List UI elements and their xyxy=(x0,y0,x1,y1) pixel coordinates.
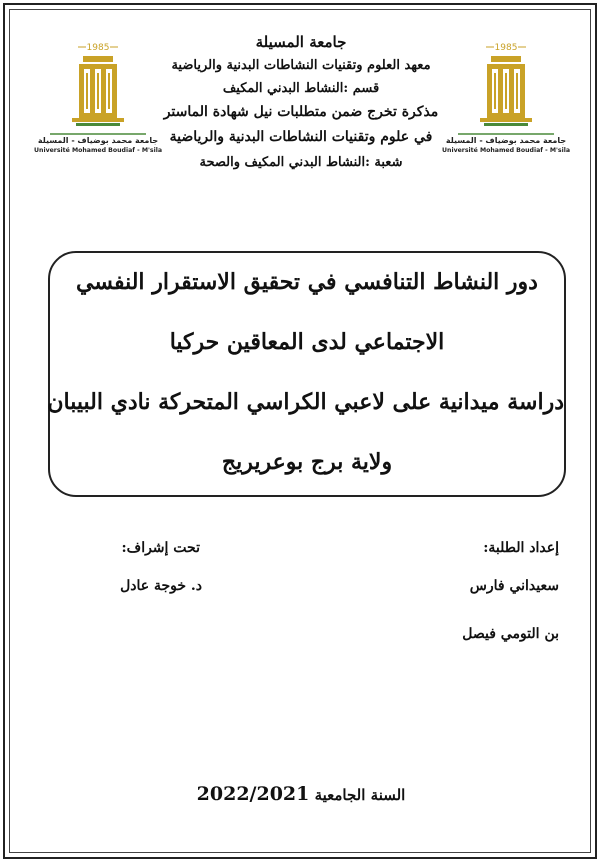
title-line-4: ولاية برج بوعريريج xyxy=(221,449,393,475)
student-name-2: بن التومي فيصل xyxy=(462,626,559,642)
supervisor-label: تحت إشراف: xyxy=(121,540,200,556)
title-line-1: دور النشاط التنافسي في تحقيق الاستقرار النفسي xyxy=(76,269,538,295)
branch-name: شعبة :النشاط البدني المكيف والصحة xyxy=(199,155,403,170)
university-logo-icon xyxy=(442,42,570,154)
logo-name-ar: جامعة محمد بوضياف - المسيلة xyxy=(445,136,567,145)
title-line-2: الاجتماعي لدى المعاقين حركيا xyxy=(169,329,445,355)
field-name: في علوم وتقنيات النشاطات البدنية والرياضية xyxy=(169,129,433,145)
academic-year-value: 2022/2021 xyxy=(196,783,310,805)
logo-name-ar: جامعة محمد بوضياف - المسيلة xyxy=(37,136,159,145)
institute-name: معهد العلوم وتقنيات النشاطات البدنية والرياضية xyxy=(171,58,431,73)
logo-year: 1985 xyxy=(86,43,110,53)
department-name: قسم :النشاط البدني المكيف xyxy=(222,81,380,96)
students-label: إعداد الطلبة: xyxy=(483,540,559,556)
logo-name-fr: Université Mohamed Boudiaf - M'sila xyxy=(442,147,570,154)
memo-description: مذكرة تخرج ضمن متطلبات نيل شهادة الماستر xyxy=(163,104,439,120)
university-logo-left xyxy=(34,42,162,154)
academic-year-label: السنة الجامعية xyxy=(314,786,406,804)
university-logo-right xyxy=(442,42,570,154)
logo-year: 1985 xyxy=(494,43,518,53)
logo-name-fr: Université Mohamed Boudiaf - M'sila xyxy=(34,147,162,154)
student-name-1: سعيداني فارس xyxy=(469,578,559,594)
university-name: جامعة المسيلة xyxy=(255,33,347,51)
supervisor-name: د. خوجة عادل xyxy=(120,578,202,594)
title-line-3: دراسة ميدانية على لاعبي الكراسي المتحركة نادي البيبان xyxy=(47,389,564,415)
academic-year xyxy=(0,783,602,805)
university-logo-icon xyxy=(34,42,162,154)
thesis-title-box xyxy=(48,251,566,497)
header-block xyxy=(160,30,442,176)
